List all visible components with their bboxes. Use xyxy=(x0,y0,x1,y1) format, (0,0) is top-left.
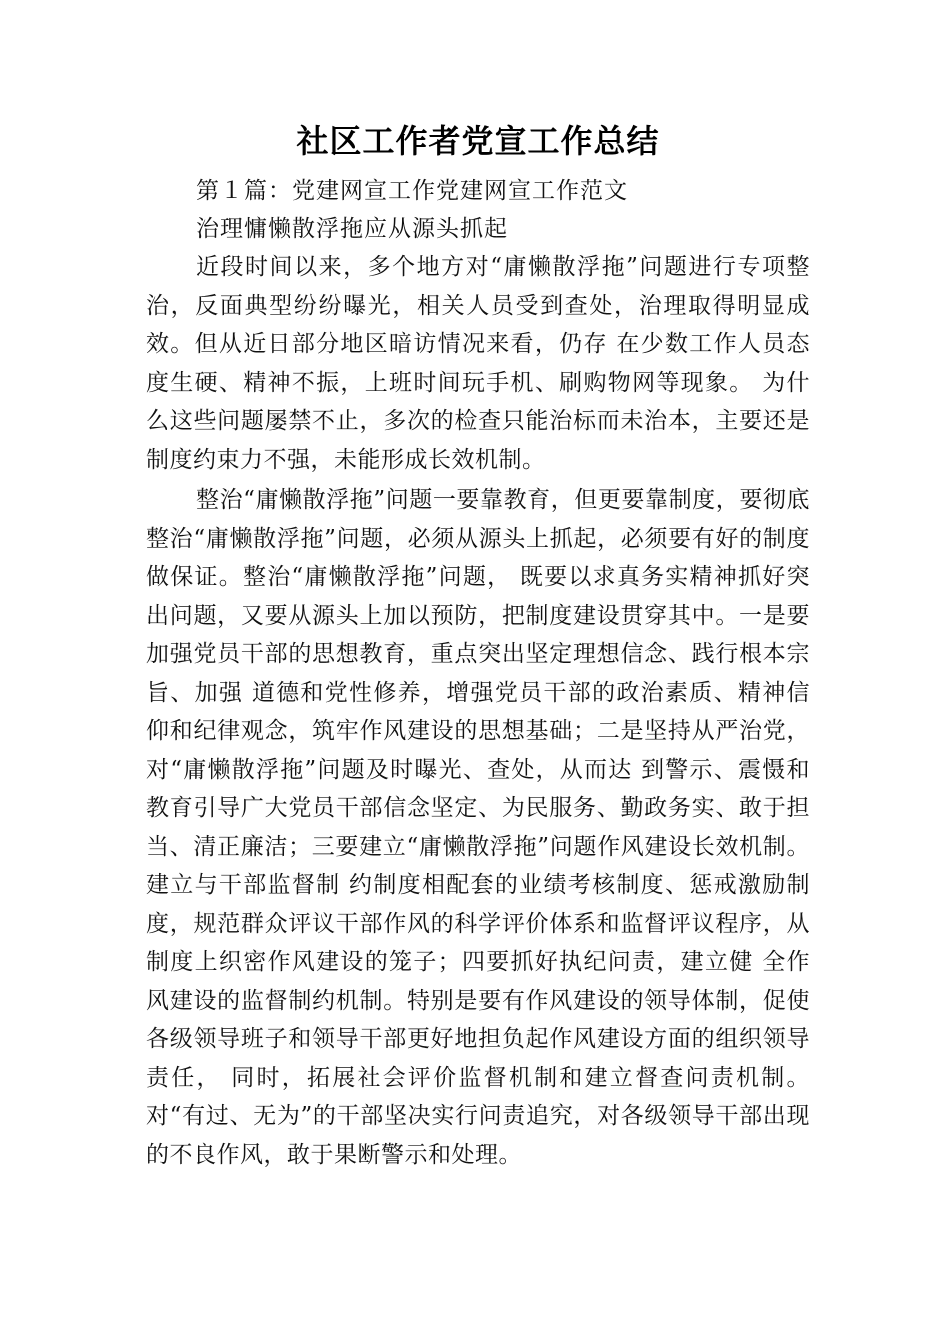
document-page xyxy=(146,118,810,1174)
section-heading: 第１篇：党建网宣工作党建网宣工作范文 xyxy=(196,178,628,204)
document-title: 社区工作者党宣工作总结 xyxy=(296,122,660,160)
article-subheading: 治理慵懒散浮拖应从源头抓起 xyxy=(196,216,508,242)
body-paragraph-2: 整治“庸懒散浮拖”问题一要靠教育，但更要靠制度，要彻底整治“庸懒散浮拖”问题，必须从源头上抓起，必须要有好的制度做保证。整治“庸懒散浮拖”问题， 既要以求真务实精神抓好突出问题，又要从源头上加以预防，把制度建设贯穿其中。一是要加强党员干部的思想教育，重点突出坚定理想信念、践行根本宗旨、加强 道德和党性修养，增强党员干部的政治素质、精神信仰和纪律观念，筑牢作风建设的思想基础；二是坚持从严治党，对“庸懒散浮拖”问题及时曝光、查处，从而达 到警示、震慑和教育引导广大党员干部信念坚定、为民服务、勤政务实、敢于担当、清正廉洁；三要建立“庸懒散浮拖”问题作风建设长效机制。建立与干部监督制 约制度相配套的业绩考核制度、惩戒激励制度，规范群众评议干部作风的科学评价体系和监督评议程序，从制度上织密作风建设的笼子；四要抓好执纪问责，建立健 全作风建设的监督制约机制。特别是要有作风建设的领导体制，促使各级领导班子和领导干部更好地担负起作风建设方面的组织领导责任， 同时，拓展社会评价监督机制和建立督查问责机制。对“有过、无为”的干部坚决实行问责追究，对各级领导干部出现的不良作风，敢于果断警示和处理。 xyxy=(146,487,810,1168)
body-paragraph-1: 近段时间以来，多个地方对“庸懒散浮拖”问题进行专项整治，反面典型纷纷曝光，相关人员受到查处，治理取得明显成效。但从近日部分地区暗访情况来看，仍存 在少数工作人员态度生硬、精神不振，上班时间玩手机、刷购物网等现象。 为什么这些问题屡禁不止，多次的检查只能治标而未治本，主要还是制度约束力不强，未能形成长效机制。 xyxy=(146,254,810,473)
